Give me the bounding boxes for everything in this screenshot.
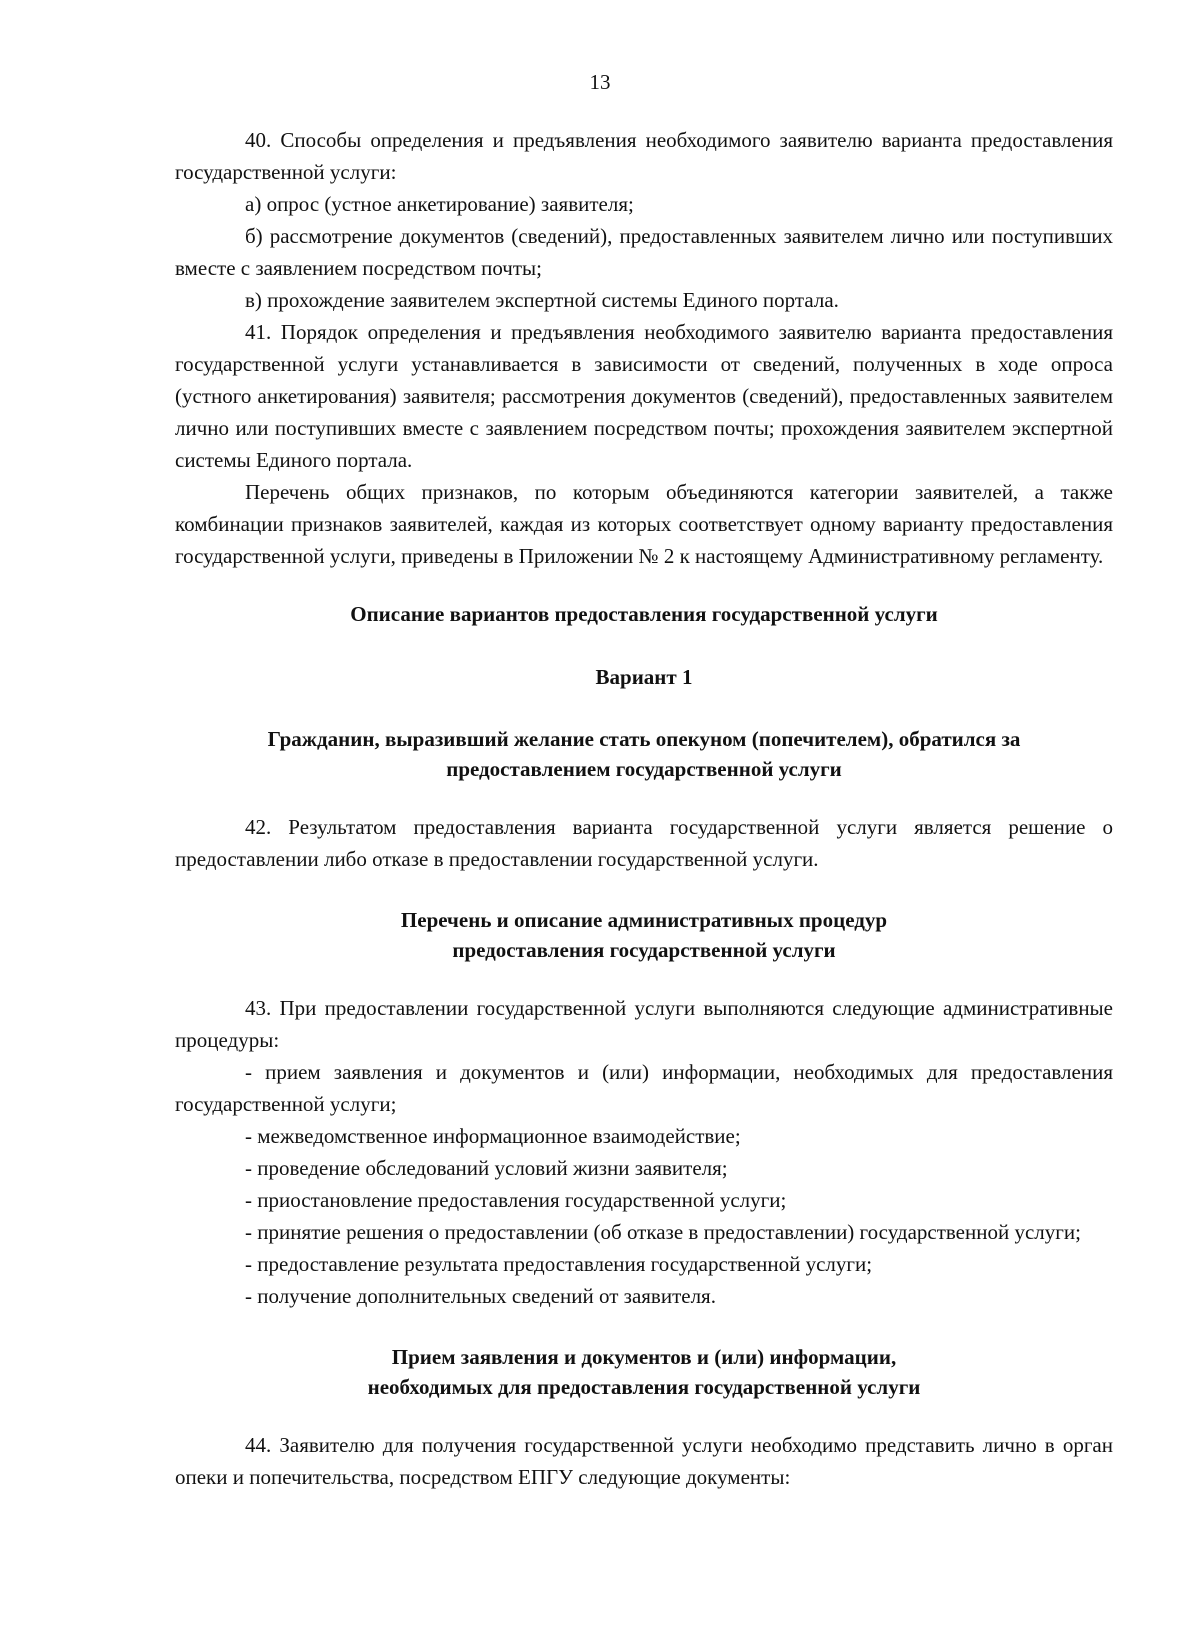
document-body bbox=[175, 124, 1113, 1493]
heading-procedures bbox=[175, 905, 1113, 965]
heading-variant-1: Вариант 1 bbox=[595, 665, 693, 689]
heading-citizen-line-2: предоставлением государственной услуги bbox=[446, 757, 842, 781]
procedure-item-2: - межведомственное информационное взаимодействие; bbox=[245, 1124, 741, 1148]
heading-procedures-line-2: предоставления государственной услуги bbox=[452, 938, 836, 962]
heading-reception-line-1: Прием заявления и документов и (или) информации, bbox=[391, 1345, 897, 1369]
list-item-40b: б) рассмотрение документов (сведений), предоставленных заявителем лично или поступивших вместе с заявлением посредством почты; bbox=[175, 224, 1113, 280]
heading-citizen-guardian bbox=[175, 724, 1113, 784]
page-number: 13 bbox=[589, 70, 611, 94]
procedure-item-1: - прием заявления и документов и (или) информации, необходимых для предоставления государственной услуги; bbox=[175, 1060, 1113, 1116]
paragraph-44: 44. Заявителю для получения государственной услуги необходимо представить лично в орган опеки и попечительства, посредством ЕПГУ следующие документы: bbox=[175, 1433, 1113, 1489]
procedure-item-6: - предоставление результата предоставления государственной услуги; bbox=[245, 1252, 873, 1276]
heading-variants-description: Описание вариантов предоставления государственной услуги bbox=[350, 602, 938, 626]
paragraph-40: 40. Способы определения и предъявления необходимого заявителю варианта предоставления государственной услуги: bbox=[175, 128, 1113, 184]
paragraph-41-list: Перечень общих признаков, по которым объединяются категории заявителей, а также комбинации признаков заявителей, каждая из которых соответствует одному варианту предоставления государственной услуги, приведены в Приложении № 2 к настоящему Административному регламенту. bbox=[175, 480, 1113, 568]
paragraph-41: 41. Порядок определения и предъявления необходимого заявителю варианта предоставления государственной услуги устанавливается в зависимости от сведений, полученных в ходе опроса (устного анкетирования) заявителя; рассмотрения документов (сведений), предоставленных заявителем лично или поступивших вместе с заявлением посредством почты; прохождения заявителем экспертной системы Единого портала. bbox=[175, 320, 1113, 472]
heading-citizen-line-1: Гражданин, выразивший желание стать опекуном (попечителем), обратился за bbox=[267, 727, 1021, 751]
procedure-item-7: - получение дополнительных сведений от заявителя. bbox=[245, 1284, 716, 1308]
procedure-item-5: - принятие решения о предоставлении (об отказе в предоставлении) государственной услуги; bbox=[245, 1220, 1081, 1244]
list-item-40c: в) прохождение заявителем экспертной системы Единого портала. bbox=[245, 288, 839, 312]
procedure-item-4: - приостановление предоставления государственной услуги; bbox=[245, 1188, 787, 1212]
heading-reception bbox=[175, 1342, 1113, 1402]
heading-procedures-line-1: Перечень и описание административных процедур bbox=[400, 908, 888, 932]
list-item-40a: а) опрос (устное анкетирование) заявителя; bbox=[245, 192, 634, 216]
paragraph-43: 43. При предоставлении государственной услуги выполняются следующие административные процедуры: bbox=[175, 996, 1113, 1052]
paragraph-42: 42. Результатом предоставления варианта государственной услуги является решение о предоставлении либо отказе в предоставлении государственной услуги. bbox=[175, 815, 1113, 871]
procedure-item-3: - проведение обследований условий жизни заявителя; bbox=[245, 1156, 728, 1180]
heading-reception-line-2: необходимых для предоставления государственной услуги bbox=[367, 1375, 921, 1399]
